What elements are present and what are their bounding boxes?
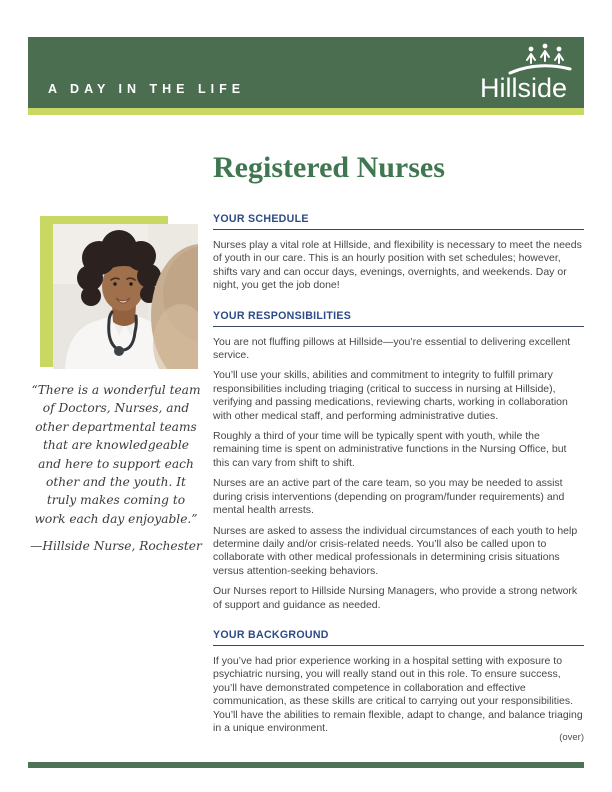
testimonial-quote: “There is a wonderful team of Doctors, Nurses, and other departmental teams that are knowledgeable and here to support each other and the youth. It truly makes coming to work each day enjoyable.” <box>31 383 201 526</box>
hillside-logo <box>480 43 572 112</box>
nurse-photo-illustration <box>53 224 198 369</box>
testimonial-quote-block <box>30 381 202 556</box>
testimonial-attribution: —Hillside Nurse, Rochester <box>30 539 202 554</box>
header-banner <box>28 37 584 108</box>
main-content <box>213 152 584 742</box>
responsibilities-paragraph-1: You are not fluffing pillows at Hillside—you’re essential to delivering excellent service. <box>213 335 571 362</box>
responsibilities-paragraph-2: You’ll use your skills, abilities and commitment to integrity to fulfill primary responsibilities including triaging (critical to success in nursing at Hillside), verifying and passing medications, reviewing charts, working in collaboration with other medical staff, and performing administrative duties. <box>213 369 568 422</box>
hillside-logo-icon <box>480 43 572 107</box>
responsibilities-paragraph-6: Our Nurses report to Hillside Nursing Managers, who provide a strong network of support and guidance as needed. <box>213 585 578 611</box>
footer-rule <box>28 762 584 768</box>
over-label: (over) <box>559 732 584 743</box>
responsibilities-paragraph-4: Nurses are an active part of the care team, so you may be needed to assist during crisis interventions (depending on program/funder requirements) and mental health arrests. <box>213 477 565 517</box>
section-heading-your-schedule: YOUR SCHEDULE <box>213 213 584 230</box>
responsibilities-paragraph-3: Roughly a third of your time will be typically spent with youth, while the remaining time is spent on administrative functions in the Nursing Office, but this can vary from shift to shift. <box>213 430 567 469</box>
schedule-paragraph: Nurses play a vital role at Hillside, and flexibility is necessary to meet the needs of youth in our care. This is an hourly position with set schedules; however, shifts vary and can occur days, evenings, overnights, and weekends. Day or night, you get the job done! <box>213 239 582 292</box>
responsibilities-paragraph-5: Nurses are asked to assess the individual circumstances of each youth to help determine daily and/or crisis-related needs. You’ll also be called upon to collaborate with other medical professionals in determining crisis situations versus attention-seeking behaviors. <box>213 524 578 577</box>
sidebar-photo-block <box>28 216 202 369</box>
background-paragraph: If you’ve had prior experience working in a hospital setting with exposure to psychiatric nursing, you will really stand out in this role. To ensure success, you’ll have demonstrated competence in collaboration and effective communication, as these skills are critical to carrying out your responsibilities. You’ll have the abilities to remain flexible, adapt to change, and balance triaging in a unique environment. <box>213 654 583 734</box>
header-tagline: A DAY IN THE LIFE <box>48 82 246 96</box>
page-title: Registered Nurses <box>213 151 445 184</box>
header-accent-stripe <box>28 108 584 115</box>
section-heading-your-responsibilities: YOUR RESPONSIBILITIES <box>213 310 584 327</box>
nurse-photo <box>53 224 198 369</box>
logo-wordmark: Hillside <box>480 73 568 103</box>
section-heading-your-background: YOUR BACKGROUND <box>213 629 584 646</box>
